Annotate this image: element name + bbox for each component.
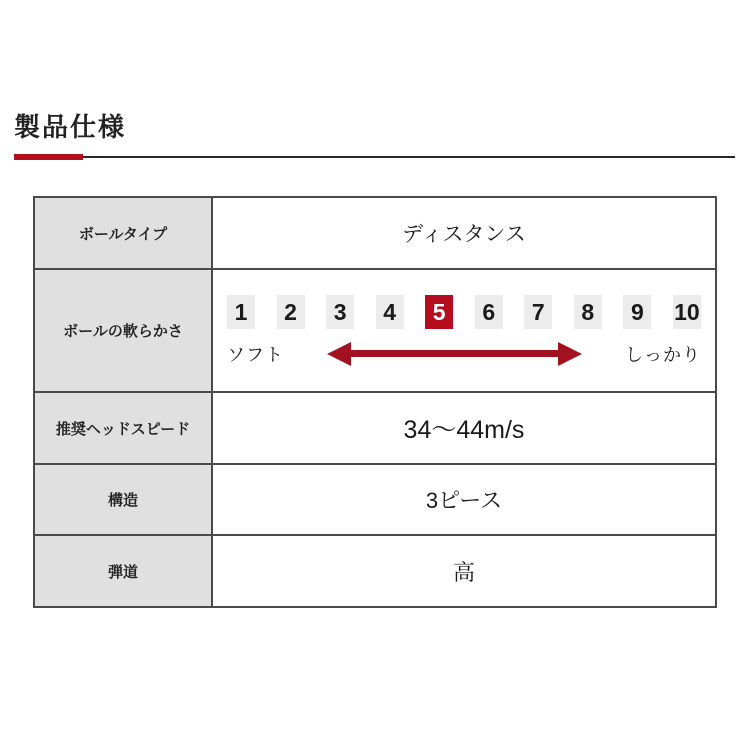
table-row-head-speed [34, 392, 716, 464]
scale-number-5-selected: 5 [425, 295, 453, 329]
scale-number-4: 4 [376, 295, 404, 329]
row-value-softness [212, 269, 716, 392]
scale-number-3: 3 [326, 295, 354, 329]
scale-number-10: 10 [673, 295, 701, 329]
title-underline [14, 154, 735, 160]
softness-scale [227, 295, 701, 329]
row-value-structure: 3ピース [212, 464, 716, 535]
scale-number-7: 7 [524, 295, 552, 329]
softness-range [225, 341, 703, 367]
spec-table [33, 196, 717, 608]
row-value-trajectory: 高 [212, 535, 716, 607]
arrow-head-right [558, 342, 582, 366]
scale-left-label: ソフト [227, 344, 284, 365]
arrow-head-left [327, 342, 351, 366]
row-label-ball-type: ボールタイプ [34, 197, 212, 269]
row-label-trajectory: 弾道 [34, 535, 212, 607]
row-value-ball-type: ディスタンス [212, 197, 716, 269]
page-title: 製品仕様 [14, 112, 127, 142]
table-row-softness [34, 269, 716, 392]
row-value-head-speed: 34〜44m/s [212, 392, 716, 464]
title-rule-line [14, 156, 735, 158]
scale-number-1: 1 [227, 295, 255, 329]
row-label-head-speed: 推奨ヘッドスピード [34, 392, 212, 464]
scale-number-8: 8 [574, 295, 602, 329]
scale-number-2: 2 [277, 295, 305, 329]
scale-right-label: しっかり [625, 344, 701, 365]
row-label-structure: 構造 [34, 464, 212, 535]
table-row-ball-type [34, 197, 716, 269]
arrow-shaft [351, 350, 558, 357]
row-label-softness: ボールの軟らかさ [34, 269, 212, 392]
table-row-trajectory [34, 535, 716, 607]
page-header [14, 112, 735, 160]
scale-number-6: 6 [475, 295, 503, 329]
title-accent-bar [14, 154, 83, 160]
scale-number-9: 9 [623, 295, 651, 329]
double-arrow-icon [327, 342, 582, 366]
table-row-structure [34, 464, 716, 535]
